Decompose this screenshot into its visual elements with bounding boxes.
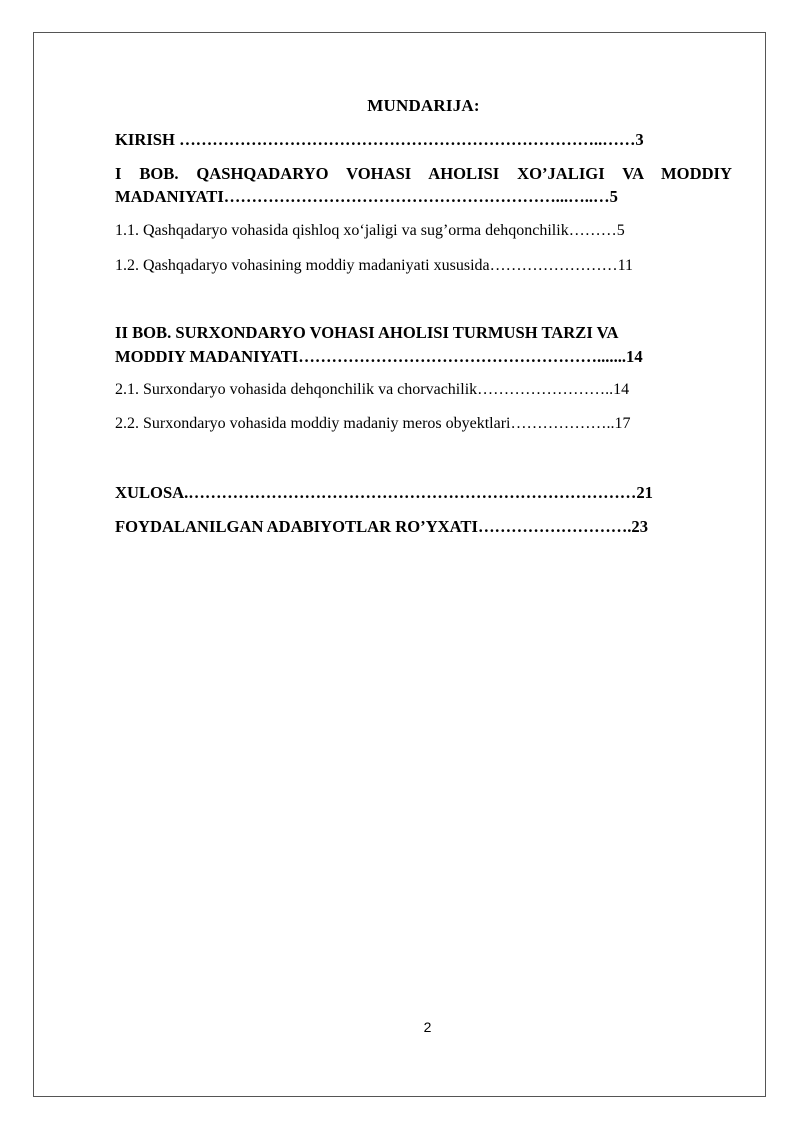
toc-chapter1-line1: I BOB. QASHQADARYO VOHASI AHOLISI XO’JALIGI VA MODDIY bbox=[115, 164, 732, 183]
toc-entry-2-2: 2.2. Surxondaryo vohasida moddiy madaniy meros obyektlari………………..17 bbox=[115, 415, 631, 432]
toc-chapter1-line2: MADANIYATI……………………………………………………...…..…5 bbox=[115, 187, 618, 206]
toc-chapter2-line1: II BOB. SURXONDARYO VOHASI AHOLISI TURMUSH TARZI VA bbox=[115, 323, 619, 342]
page-number: 2 bbox=[423, 1019, 432, 1035]
toc-entry-2-1: 2.1. Surxondaryo vohasida dehqonchilik va chorvachilik……………………..14 bbox=[115, 381, 630, 398]
toc-chapter2-line2: MODDIY MADANIYATI……………………………………………….......14 bbox=[115, 347, 643, 366]
toc-entry-1-2: 1.2. Qashqadaryo vohasining moddiy madaniyati xususida……………………11 bbox=[115, 257, 634, 274]
toc-entry-kirish: KIRISH …………………………………………………………………..……3 bbox=[115, 130, 644, 149]
toc-title: MUNDARIJA: bbox=[367, 96, 480, 115]
toc-entry-adabiyotlar: FOYDALANILGAN ADABIYOTLAR RO’YXATI……………………….23 bbox=[115, 517, 649, 536]
toc-entry-1-1: 1.1. Qashqadaryo vohasida qishloq xo‘jaligi va sug’orma dehqonchilik………5 bbox=[115, 222, 625, 239]
toc-entry-xulosa: XULOSA.………………………………………………………………………21 bbox=[115, 483, 653, 502]
